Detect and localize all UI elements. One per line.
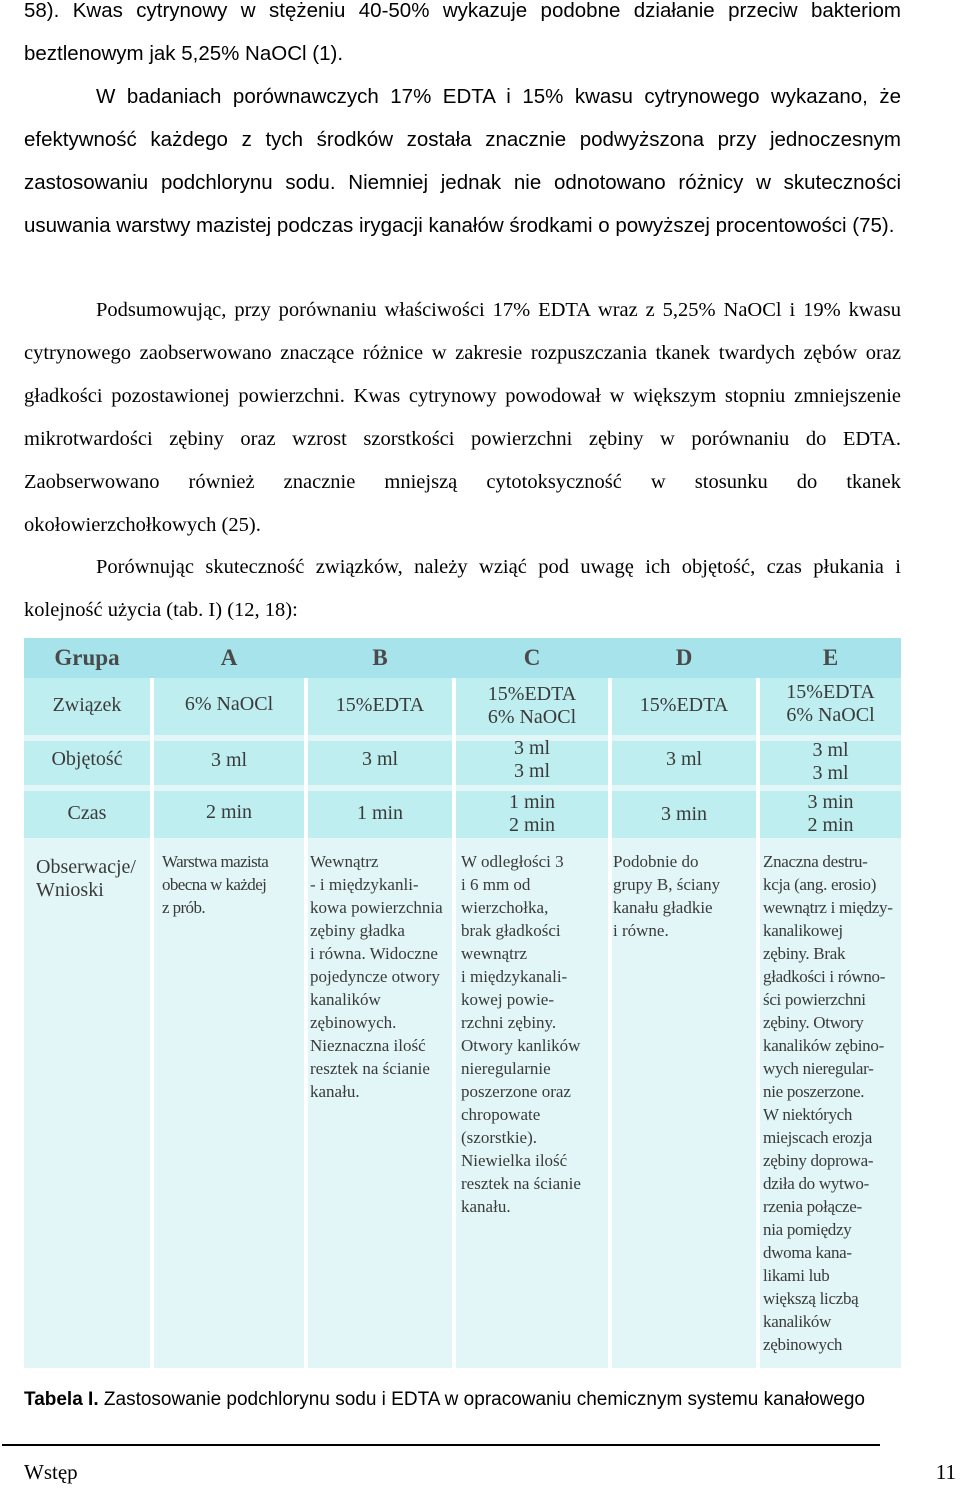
table-obs-cell: Warstwa mazista obecna w każdej z prób. — [162, 852, 269, 917]
table-cell: 3 ml — [361, 748, 399, 770]
header-col-c: C — [523, 645, 541, 670]
table-cell: 1 min — [356, 802, 404, 824]
header-grupa: Grupa — [54, 645, 120, 670]
column-divider — [608, 678, 612, 1368]
table-cell: 15%EDTA 6% NaOCl — [487, 683, 577, 728]
row-label-czas: Czas — [67, 802, 107, 824]
table-obs-cell: Znaczna destru- kcja (ang. erosio) wewnątrz i między- kanalikowej zębiny. Brak gładkości i równo- ści powierzchni zębiny. Otwory kanalików zębino- wych nieregular- nie poszerzone. W niektórych miejscach erozja zębiny doprowa- dziła do wytwo- rzenia połącze- nia pomiędzy dwoma kanа- likami lub większą liczbą kanalików zębinowych — [763, 852, 893, 1354]
page-number: 11 — [935, 1460, 956, 1484]
paragraph-comparison — [24, 546, 901, 632]
paragraph-summary — [24, 289, 901, 547]
table-cell: 1 min 2 min — [508, 791, 556, 836]
table-cell: 15%EDTA 6% NaOCl — [786, 681, 875, 726]
paragraph-text: Podsumowując, przy porównaniu właściwości 17% EDTA wraz z 5,25% NaOCl i 19% kwasu cytrynowego zaobserwowano znaczące różnice w zakresie rozpuszczania tkanek twardych zębów oraz gładkości pozostawionej powierzchni. Kwas cytrynowy powodował w większym stopniu zmniejszenie mikrotwardości zębiny oraz wzrost szorstkości powierzchni zębiny w porównaniu do EDTA. Zaobserwowano również znacznie mniejszą cytotoksyczność w stosunku do tkanek okołowierzchołkowych (25). — [24, 299, 901, 536]
table-cell: 3 ml 3 ml — [513, 737, 551, 782]
header-col-d: D — [675, 645, 693, 670]
table-cell: 3 min — [660, 803, 708, 825]
paragraph-text: Porównując skuteczność związków, należy wziąć pod uwagę ich objętość, czas płukania i kolejność użycia (tab. I) (12, 18): — [24, 556, 901, 621]
paragraph-line: beztlenowym jak 5,25% NaOCl (1). — [24, 42, 344, 65]
table-obs-cell: Podobnie do grupy B, ściany kanału gładkie i równe. — [613, 852, 721, 940]
footer-section-title: Wstęp — [24, 1460, 78, 1484]
table-cell: 3 ml 3 ml — [812, 739, 849, 784]
table-obs-cell: Wewnątrz - i międzykanli- kowa powierzchnia zębiny gładka i równa. Widoczne pojedyncze otwory kanalików zębinowych. Nieznaczna ilość resztek na ścianie kanału. — [310, 852, 443, 1101]
table-cell: 3 min 2 min — [807, 791, 854, 836]
paragraph-continuation — [24, 0, 901, 75]
paragraph-text: W badaniach porównawczych 17% EDTA i 15% kwasu cytrynowego wykazano, że efektywność każdego z tych środków została znacznie podwyższona przy jednoczesnym zastosowaniu podchlorynu sodu. Niemniej jednak nie odnotowano różnicy w skuteczności usuwania warstwy mazistej podczas irygacji kanałów środkami o powyższej procentowości (75). — [24, 85, 901, 237]
table-cell: 15%EDTA — [335, 694, 425, 716]
column-divider — [304, 678, 308, 1368]
caption-text: Zastosowanie podchlorynu sodu i EDTA w opracowaniu chemicznym systemu kanałowego — [98, 1389, 865, 1410]
row-label-objetosc: Objętość — [51, 748, 123, 770]
paragraph-edta-comparison — [24, 75, 901, 247]
table-cell: 3 ml — [210, 749, 248, 771]
row-separator — [24, 838, 901, 848]
table-obs-cell: W odległości 3 i 6 mm od wierzchołka, brak gładkości wewnątrz i międzykanali- kowej powie- rzchni zębiny. Otwory kanlików nieregularnie poszerzone oraz chropowate (szorstkie). Niewielka ilość resztek na ścianie kanału. — [461, 852, 581, 1216]
row-label-obserwacje: Obserwacje/ Wnioski — [36, 856, 136, 901]
header-col-b: B — [372, 645, 388, 670]
header-col-a: A — [220, 645, 238, 670]
column-divider — [150, 678, 154, 1368]
table-caption — [24, 1389, 865, 1411]
footer-rule — [2, 1444, 880, 1446]
row-label-zwiazek: Związek — [52, 694, 122, 716]
irrigation-table — [24, 638, 901, 1368]
table-cell: 15%EDTA — [639, 694, 729, 716]
table-cell: 2 min — [205, 801, 253, 823]
table-cell: 3 ml — [665, 748, 703, 770]
caption-label: Tabela I. — [24, 1389, 99, 1410]
table-cell: 6% NaOCl — [184, 693, 274, 715]
header-col-e: E — [822, 645, 839, 670]
paragraph-line: 58). Kwas cytrynowy w stężeniu 40-50% wykazuje podobne działanie przeciw bakteriom — [24, 0, 901, 22]
